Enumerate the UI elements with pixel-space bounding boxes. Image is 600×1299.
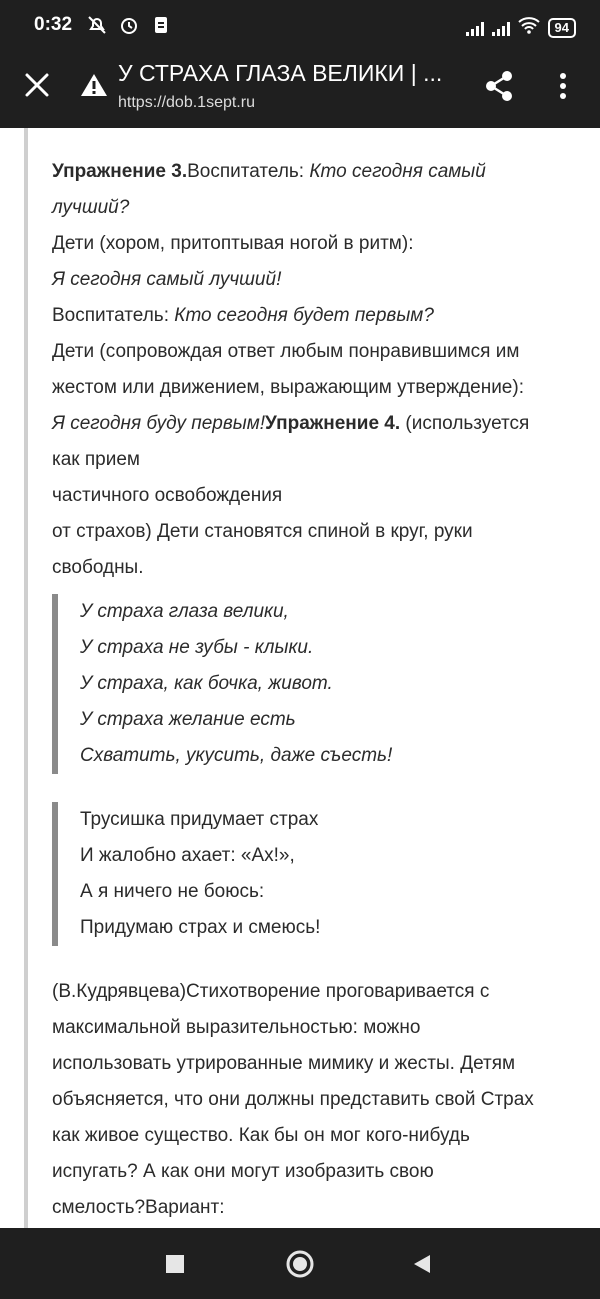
content-left-rule xyxy=(24,128,28,1228)
question-text: Кто сегодня будет первым? xyxy=(174,305,434,326)
paragraph: Дети (сопровождая ответ любым понравившимся им xyxy=(52,341,520,362)
close-icon[interactable] xyxy=(24,72,50,98)
paragraph xyxy=(52,154,582,190)
paragraph: использовать утрированные мимику и жесты. Детям xyxy=(52,1053,516,1074)
system-navigation-bar xyxy=(0,1228,600,1299)
paragraph xyxy=(52,262,582,298)
exercise-4-label: Упражнение 4. xyxy=(265,413,401,434)
status-time: 0:32 xyxy=(34,14,73,35)
question-text: лучший? xyxy=(52,197,130,218)
paragraph: свободны. xyxy=(52,557,144,578)
paragraph: объясняется, что они должны представить свой Страх xyxy=(52,1089,534,1110)
paragraph: как прием xyxy=(52,449,140,470)
battery-indicator: 94 xyxy=(548,18,576,38)
page-url: https://dob.1sept.ru xyxy=(118,94,255,111)
signal-icon xyxy=(492,20,510,36)
answer-text: Я сегодня буду первым! xyxy=(52,413,266,434)
poem-line: А я ничего не боюсь: xyxy=(80,881,265,902)
poem-line-text: У страха не зубы - клыки. xyxy=(80,637,314,658)
poem-line xyxy=(80,594,392,630)
paragraph: (В.Кудрявцева)Стихотворение проговаривается с xyxy=(52,981,490,1002)
paragraph: жестом или движением, выражающим утверждение): xyxy=(52,377,524,398)
back-icon[interactable] xyxy=(412,1253,432,1275)
speaker-label: Воспитатель: xyxy=(187,161,310,182)
paragraph: смелость?Вариант: xyxy=(52,1197,225,1218)
poem-line xyxy=(80,702,392,738)
share-icon[interactable] xyxy=(484,70,514,102)
status-bar xyxy=(0,0,600,52)
poem-line-text: У страха, как бочка, живот. xyxy=(80,673,333,694)
poem-line xyxy=(80,666,392,702)
status-notification-icons xyxy=(86,14,172,36)
answer-text: Я сегодня самый лучший! xyxy=(52,269,282,290)
alarm-off-icon xyxy=(86,14,108,36)
question-text: Кто сегодня самый xyxy=(309,161,486,182)
article-content xyxy=(0,128,600,1228)
paragraph: как живое существо. Как бы он мог кого-нибудь xyxy=(52,1125,470,1146)
exercise-3-label: Упражнение 3. xyxy=(52,161,188,182)
paragraph: Дети (хором, притоптывая ногой в ритм): xyxy=(52,233,414,254)
poem-blockquote-1 xyxy=(52,594,392,774)
article-text xyxy=(52,154,582,586)
paragraph: частичного освобождения xyxy=(52,485,283,506)
paragraph: от страхов) Дети становятся спиной в круг, руки xyxy=(52,521,473,542)
paragraph xyxy=(52,406,582,442)
page-title: У СТРАХА ГЛАЗА ВЕЛИКИ | ... xyxy=(118,60,443,86)
alarm-clock-icon xyxy=(118,14,140,36)
custom-tab-toolbar xyxy=(0,52,600,128)
poem-line-text: У страха желание есть xyxy=(80,709,296,730)
recents-icon[interactable] xyxy=(166,1255,184,1273)
paragraph: максимальной выразительностью: можно xyxy=(52,1017,421,1038)
warning-icon[interactable] xyxy=(80,72,108,98)
closing-text xyxy=(52,974,582,1226)
paragraph xyxy=(52,298,582,334)
poem-line xyxy=(80,630,392,666)
home-icon[interactable] xyxy=(286,1250,314,1278)
poem-line: Придумаю страх и смеюсь! xyxy=(80,917,321,938)
poem-line-text: Схватить, укусить, даже съесть! xyxy=(80,745,393,766)
exercise-text: (используется xyxy=(400,413,530,434)
document-icon xyxy=(150,14,172,36)
signal-icon xyxy=(466,20,484,36)
poem-blockquote-2 xyxy=(52,802,320,946)
poem-line-text: У страха глаза велики, xyxy=(80,601,289,622)
paragraph: испугать? А как они могут изобразить свою xyxy=(52,1161,434,1182)
poem-line: Трусишка придумает страх xyxy=(80,809,319,830)
more-vert-icon[interactable] xyxy=(556,70,570,102)
status-right-icons xyxy=(466,16,576,39)
poem-line xyxy=(80,738,392,774)
paragraph xyxy=(52,190,582,226)
poem-line: И жалобно ахает: «Ах!», xyxy=(80,845,295,866)
speaker-label: Воспитатель: xyxy=(52,305,175,326)
wifi-icon xyxy=(518,16,540,39)
